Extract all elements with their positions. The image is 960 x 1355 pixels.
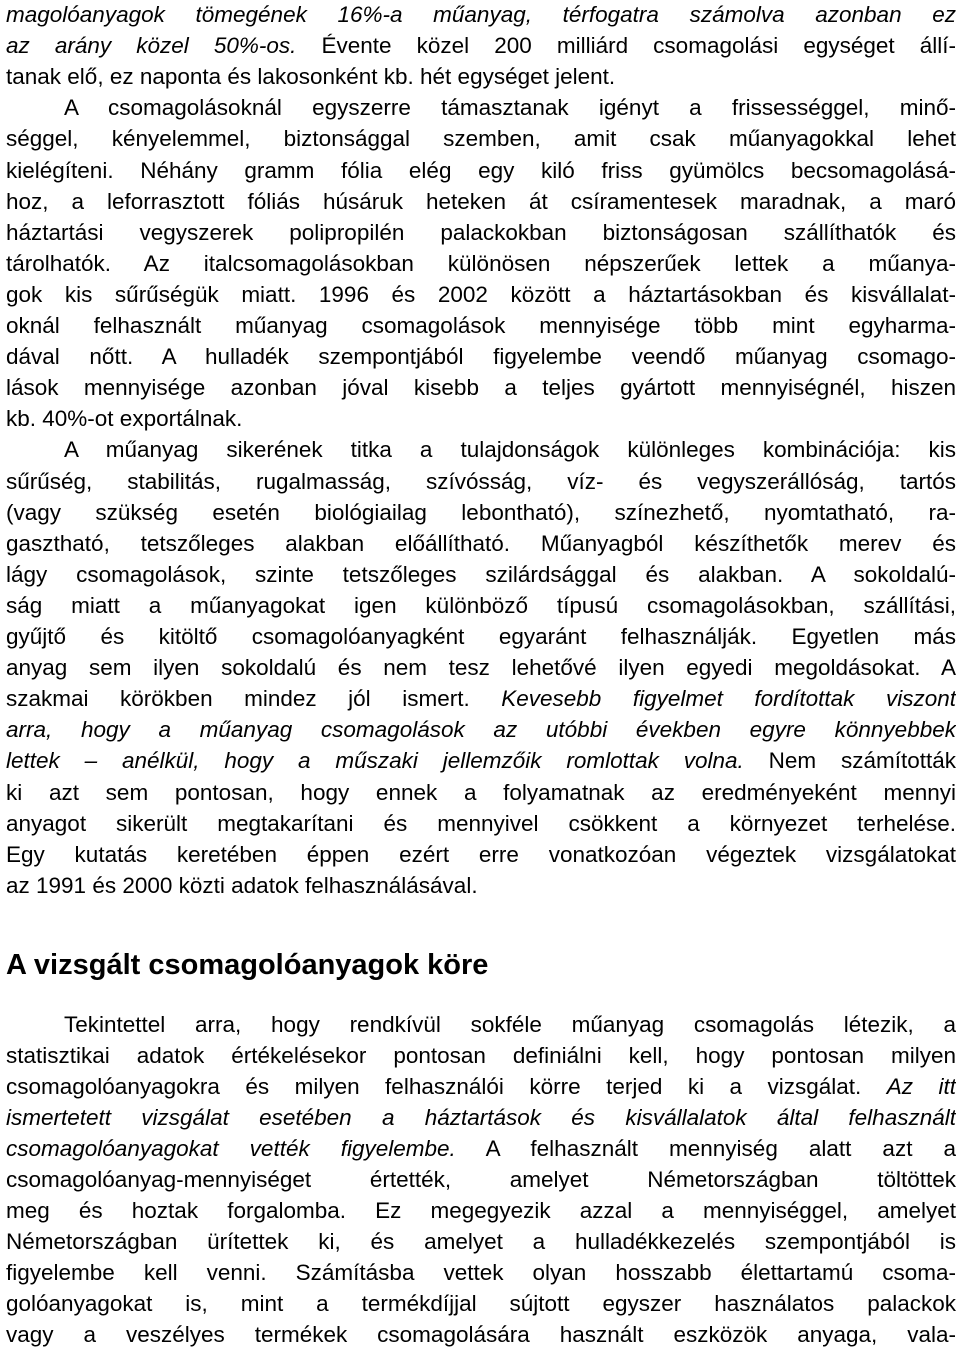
text-line: golóanyagokat is, mint a termékdíjjal sújtott egyszer használatos palackok [6, 1291, 956, 1316]
text-line: oknál felhasznált műanyag csomagolások mennyisége több mint egyharma- [6, 313, 956, 338]
text-line: tárolhatók. Az italcsomagolásokban különösen népszerűek lettek a műanya- [6, 251, 956, 276]
text-line: tanak elő, ez naponta és lakosonként kb. hét egységet jelent. [6, 64, 616, 89]
text-line: szakmai körökben mindez jól ismert. Kevesebb figyelmet fordítottak viszont [6, 686, 956, 711]
text-line: dával nőtt. A hulladék szempontjából figyelembe veendő műanyag csomago- [6, 344, 956, 369]
text-line: kielégíteni. Néhány gramm fólia elég egy kiló friss gyümölcs becsomagolásá- [6, 158, 956, 183]
text-line: gyűjtő és kitöltő csomagolóanyagként egyaránt felhasználják. Egyetlen más [6, 624, 956, 649]
text-line: ság miatt a műanyagokat igen különböző típusú csomagolásokban, szállítási, [6, 593, 956, 618]
text-line: csomagolóanyagokra és milyen felhasználói körre terjed ki a vizsgálat. Az itt [6, 1074, 956, 1099]
text-line: az arány közel 50%-os. Évente közel 200 milliárd csomagolási egységet állí- [6, 33, 956, 58]
text-line: háztartási vegyszerek polipropilén palackokban biztonságosan szállíthatók és [6, 220, 956, 245]
text-line: anyagot sikerült megtakarítani és mennyivel csökkent a környezet terhelése. [6, 811, 956, 836]
text-line: Egy kutatás keretében éppen ezért erre vonatkozóan végeztek vizsgálatokat [6, 842, 956, 867]
text-line: csomagolóanyagokat vették figyelembe. A felhasznált mennyiség alatt azt a [6, 1136, 956, 1161]
paragraph-first-line: Tekintettel arra, hogy rendkívül sokféle műanyag csomagolás létezik, a [64, 1012, 956, 1037]
text-line: lágy csomagolások, szinte tetszőleges szilárdsággal és alakban. A sokoldalú- [6, 562, 956, 587]
text-line: csomagolóanyag-mennyiséget értették, amelyet Németországban töltöttek [6, 1167, 956, 1192]
text-line: sűrűség, stabilitás, rugalmasság, szívósság, víz- és vegyszerállóság, tartós [6, 469, 956, 494]
text-line: statisztikai adatok értékelésekor pontosan definiálni kell, hogy pontosan milyen [6, 1043, 956, 1068]
text-line: gok kis sűrűségük miatt. 1996 és 2002 között a háztartásokban és kisvállalat- [6, 282, 956, 307]
text-line: kb. 40%-ot exportálnak. [6, 406, 243, 431]
text-line: gasztható, tetszőleges alakban előállítható. Műanyagból készíthetők merev és [6, 531, 956, 556]
text-line: Németországban ürítettek ki, és amelyet a hulladékkezelés szempontjából is [6, 1229, 956, 1254]
paragraph-first-line: A műanyag sikerének titka a tulajdonságok különleges kombinációja: kis [64, 437, 956, 462]
text-line: ismertetett vizsgálat esetében a háztartások és kisvállalatok által felhasznált [6, 1105, 956, 1130]
text-line: séggel, kényelemmel, biztonsággal szemben, amit csak műanyagokkal lehet [6, 126, 956, 151]
text-line: az 1991 és 2000 közti adatok felhasználásával. [6, 873, 478, 898]
text-line: meg és hoztak forgalomba. Ez megegyezik azzal a mennyiséggel, amelyet [6, 1198, 956, 1223]
text-line: ki azt sem pontosan, hogy ennek a folyamatnak az eredményeként mennyi [6, 780, 956, 805]
paragraph-first-line: A csomagolásoknál egyszerre támasztanak igényt a frissességgel, minő- [64, 95, 956, 120]
text-line: magolóanyagok tömegének 16%-a műanyag, térfogatra számolva azonban ez [6, 2, 956, 27]
text-line: anyag sem ilyen sokoldalú és nem tesz lehetővé ilyen egyedi megoldásokat. A [6, 655, 956, 680]
text-line: hoz, a leforrasztott fóliás húsáruk heteken át csíramentesek maradnak, a maró [6, 189, 956, 214]
text-line: arra, hogy a műanyag csomagolások az utóbbi években egyre könnyebbek [6, 717, 956, 742]
text-line: (vagy szükség esetén biológiailag lebontható), színezhető, nyomtatható, ra- [6, 500, 956, 525]
text-line: figyelembe kell venni. Számításba vettek olyan hosszabb élettartamú csoma- [6, 1260, 956, 1285]
text-line: lettek – anélkül, hogy a műszaki jellemzőik romlottak volna. Nem számították [6, 748, 956, 773]
text-line: lások mennyisége azonban jóval kisebb a teljes gyártott mennyiségnél, hiszen [6, 375, 956, 400]
text-line: vagy a veszélyes termékek csomagolására használt eszközök anyaga, vala- [6, 1322, 956, 1347]
section-heading: A vizsgált csomagolóanyagok köre [6, 949, 489, 981]
